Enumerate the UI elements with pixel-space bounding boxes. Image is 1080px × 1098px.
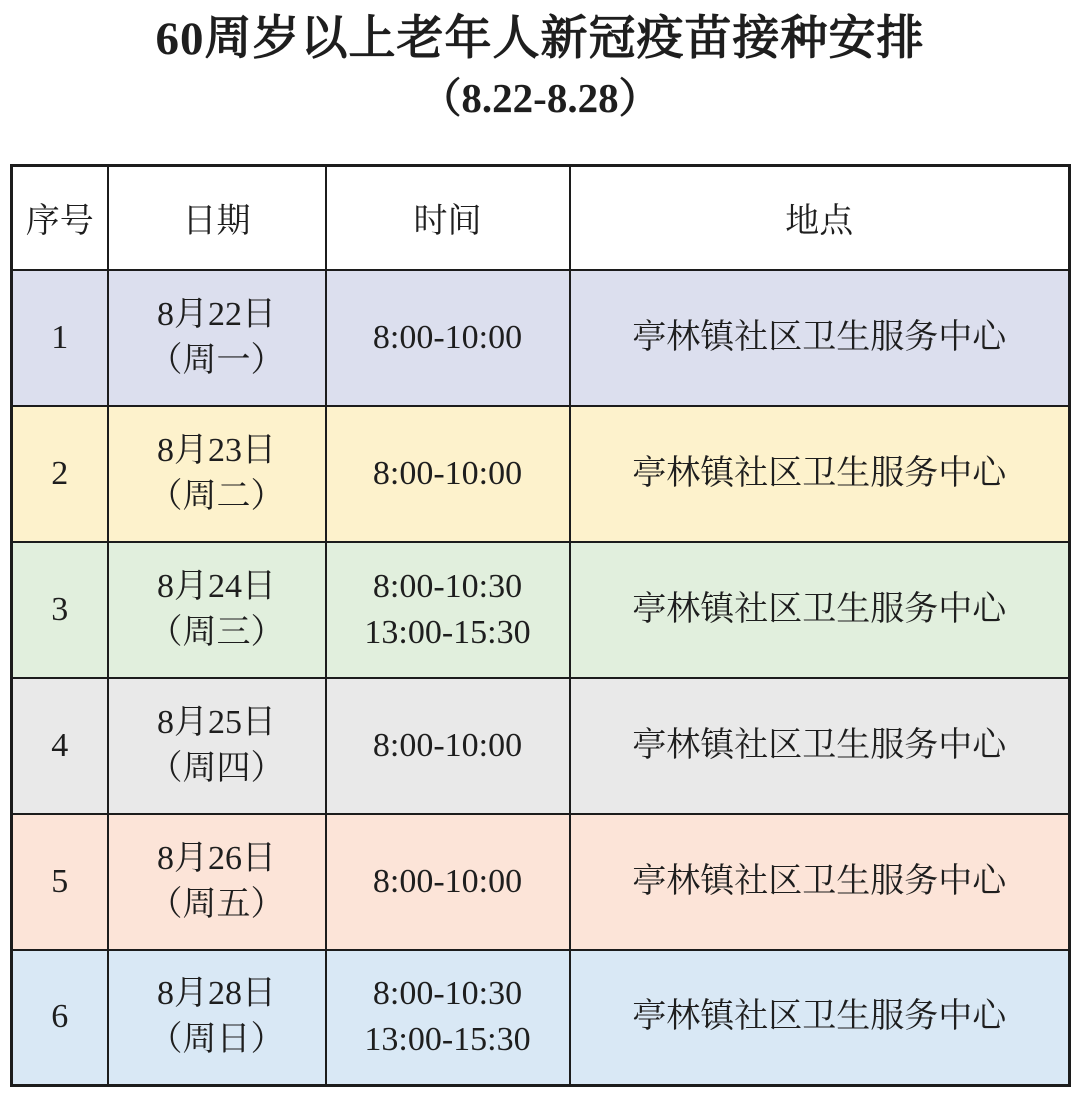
weekday-text: （周四） xyxy=(148,749,285,787)
date-cell xyxy=(108,678,326,814)
location-cell: 亭林镇社区卫生服务中心 xyxy=(570,950,1070,1086)
time-cell xyxy=(326,678,570,814)
location-cell: 亭林镇社区卫生服务中心 xyxy=(570,814,1070,950)
weekday-text: （周三） xyxy=(148,613,285,651)
date-cell xyxy=(108,542,326,678)
time-slot-2: 13:00-15:30 xyxy=(364,613,531,651)
time-cell xyxy=(326,542,570,678)
date-cell xyxy=(108,406,326,542)
weekday-text: （周日） xyxy=(148,1021,285,1059)
date-cell xyxy=(108,950,326,1086)
time-slot-2: 13:00-15:30 xyxy=(364,1021,531,1059)
time-cell xyxy=(326,270,570,406)
serial-cell: 3 xyxy=(12,542,108,678)
page-title: 60周岁以上老年人新冠疫苗接种安排 xyxy=(155,13,925,65)
location-cell: 亭林镇社区卫生服务中心 xyxy=(570,406,1070,542)
date-text: 8月26日 xyxy=(157,839,276,877)
weekday-text: （周一） xyxy=(148,341,285,379)
serial-cell: 4 xyxy=(12,678,108,814)
header-cell-location: 地点 xyxy=(570,166,1070,270)
header-cell-date: 日期 xyxy=(108,166,326,270)
serial-cell: 6 xyxy=(12,950,108,1086)
table-row xyxy=(12,270,1070,406)
serial-cell: 2 xyxy=(12,406,108,542)
date-cell xyxy=(108,270,326,406)
table-header-row xyxy=(12,166,1070,270)
time-cell xyxy=(326,814,570,950)
date-text: 8月28日 xyxy=(157,975,276,1013)
table-row xyxy=(12,950,1070,1086)
time-slot-1: 8:00-10:00 xyxy=(372,318,523,356)
table-row xyxy=(12,406,1070,542)
weekday-text: （周五） xyxy=(148,885,285,923)
date-text: 8月25日 xyxy=(157,703,276,741)
serial-cell: 5 xyxy=(12,814,108,950)
time-slot-1: 8:00-10:30 xyxy=(372,567,523,605)
date-text: 8月22日 xyxy=(157,295,276,333)
header-cell-time: 时间 xyxy=(326,166,570,270)
time-slot-1: 8:00-10:00 xyxy=(372,454,523,492)
date-text: 8月24日 xyxy=(157,567,276,605)
page-subtitle-date-range: （8.22-8.28） xyxy=(420,75,660,121)
vaccination-schedule-table xyxy=(10,164,1071,1087)
serial-cell: 1 xyxy=(12,270,108,406)
location-cell: 亭林镇社区卫生服务中心 xyxy=(570,678,1070,814)
header-cell-serial: 序号 xyxy=(12,166,108,270)
location-cell: 亭林镇社区卫生服务中心 xyxy=(570,270,1070,406)
table-row xyxy=(12,678,1070,814)
title-block xyxy=(0,0,1080,126)
table-row xyxy=(12,542,1070,678)
time-cell xyxy=(326,950,570,1086)
time-slot-1: 8:00-10:00 xyxy=(372,726,523,764)
table-row xyxy=(12,814,1070,950)
weekday-text: （周二） xyxy=(148,477,285,515)
date-cell xyxy=(108,814,326,950)
time-cell xyxy=(326,406,570,542)
time-slot-1: 8:00-10:00 xyxy=(372,862,523,900)
location-cell: 亭林镇社区卫生服务中心 xyxy=(570,542,1070,678)
date-text: 8月23日 xyxy=(157,431,276,469)
time-slot-1: 8:00-10:30 xyxy=(372,975,523,1013)
